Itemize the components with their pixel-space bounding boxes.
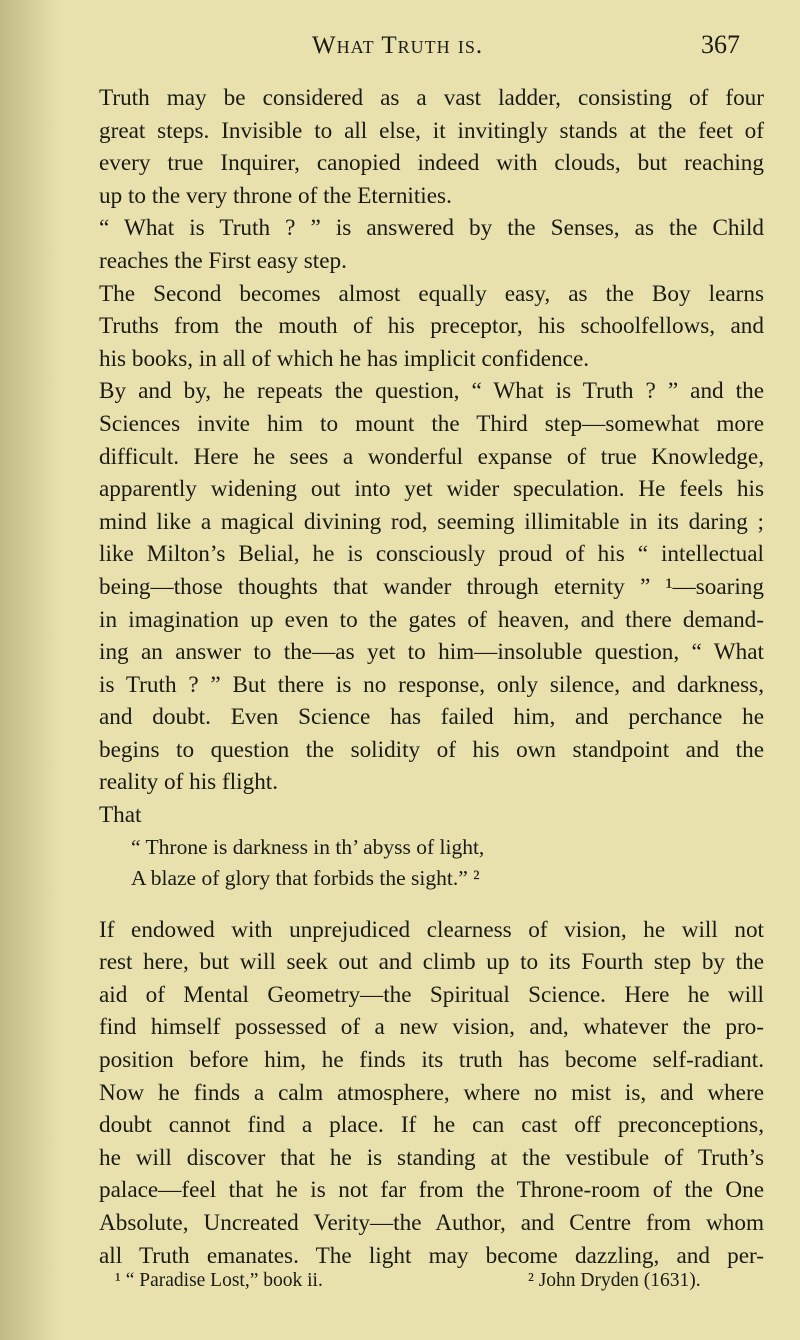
paragraphs-after-verse [99, 914, 764, 1273]
text-line: That [99, 802, 142, 829]
page-number: 367 [701, 30, 740, 59]
paragraphs-before-verse [99, 82, 764, 832]
text-line: The Second becomes almost equally easy, as the Boy learns [99, 280, 764, 307]
text-line: rest here, but will seek out and climb up to its Fourth step by the [99, 949, 764, 976]
text-line: his books, in all of which he has implicit confidence. [99, 345, 590, 372]
text-line: find himself possessed of a new vision, and, whatever the pro- [99, 1014, 764, 1041]
text-line: being—those thoughts that wander through eternity ” ¹—soaring [99, 573, 764, 600]
text-line: is Truth ? ” But there is no response, only silence, and darkness, [99, 671, 764, 698]
text-line: “ What is Truth ? ” is answered by the Senses, as the Child [99, 215, 764, 242]
text-line: begins to question the solidity of his own standpoint and the [99, 736, 764, 763]
text-line: palace—feel that he is not far from the Throne-room of the One [99, 1177, 764, 1204]
footnote-2: ² John Dryden (1631). [528, 1270, 701, 1291]
text-line: difficult. Here he sees a wonderful expanse of true Knowledge, [99, 443, 764, 470]
text-line: Absolute, Uncreated Verity—the Author, and Centre from whom [99, 1210, 764, 1236]
page-header [0, 30, 800, 70]
text-line: ing an answer to the—as yet to him—insoluble question, “ What [99, 639, 764, 666]
text-line: Sciences invite him to mount the Third step—somewhat more [99, 410, 764, 437]
running-head: What Truth is. [312, 32, 484, 59]
text-line: up to the very throne of the Eternities. [99, 182, 452, 209]
page-edge-shadow [0, 0, 60, 1340]
text-line: aid of Mental Geometry—the Spiritual Science. Here he will [99, 981, 764, 1008]
text-line: By and by, he repeats the question, “ What is Truth ? ” and the [99, 378, 764, 405]
verse-line: “ Throne is darkness in th’ abyss of light, [131, 834, 485, 859]
text-line: doubt cannot find a place. If he can cast off preconceptions, [99, 1112, 764, 1139]
footnote-1: ¹ “ Paradise Lost,” book ii. [115, 1270, 323, 1291]
text-line: like Milton’s Belial, he is consciously proud of his “ intellectual [99, 541, 764, 568]
text-line: mind like a magical divining rod, seeming illimitable in its daring ; [99, 508, 764, 535]
text-line: all Truth emanates. The light may become dazzling, and per- [99, 1242, 764, 1269]
verse-quotation [99, 832, 764, 894]
text-line: every true Inquirer, canopied indeed with clouds, but reaching [99, 150, 764, 177]
body-text [99, 82, 764, 1272]
text-line: reaches the First easy step. [99, 247, 347, 274]
verse-line: A blaze of glory that forbids the sight.” ² [131, 865, 480, 890]
text-line: reality of his flight. [99, 769, 279, 796]
text-line: Truth may be considered as a vast ladder, consisting of four [99, 85, 764, 111]
text-line: Now he finds a calm atmosphere, where no mist is, and where [99, 1079, 764, 1106]
text-line: great steps. Invisible to all else, it invitingly stands at the feet of [99, 117, 764, 144]
text-line: he will discover that he is standing at the vestibule of Truth’s [99, 1144, 764, 1171]
text-line: position before him, he finds its truth has become self-radiant. [99, 1047, 764, 1074]
text-line: Truths from the mouth of his preceptor, his schoolfellows, and [99, 313, 764, 340]
text-line: If endowed with unprejudiced clearness of vision, he will not [99, 916, 764, 943]
text-line: apparently widening out into yet wider speculation. He feels his [99, 476, 764, 503]
text-line: and doubt. Even Science has failed him, and perchance he [99, 704, 764, 731]
text-line: in imagination up even to the gates of heaven, and there demand- [99, 606, 764, 633]
